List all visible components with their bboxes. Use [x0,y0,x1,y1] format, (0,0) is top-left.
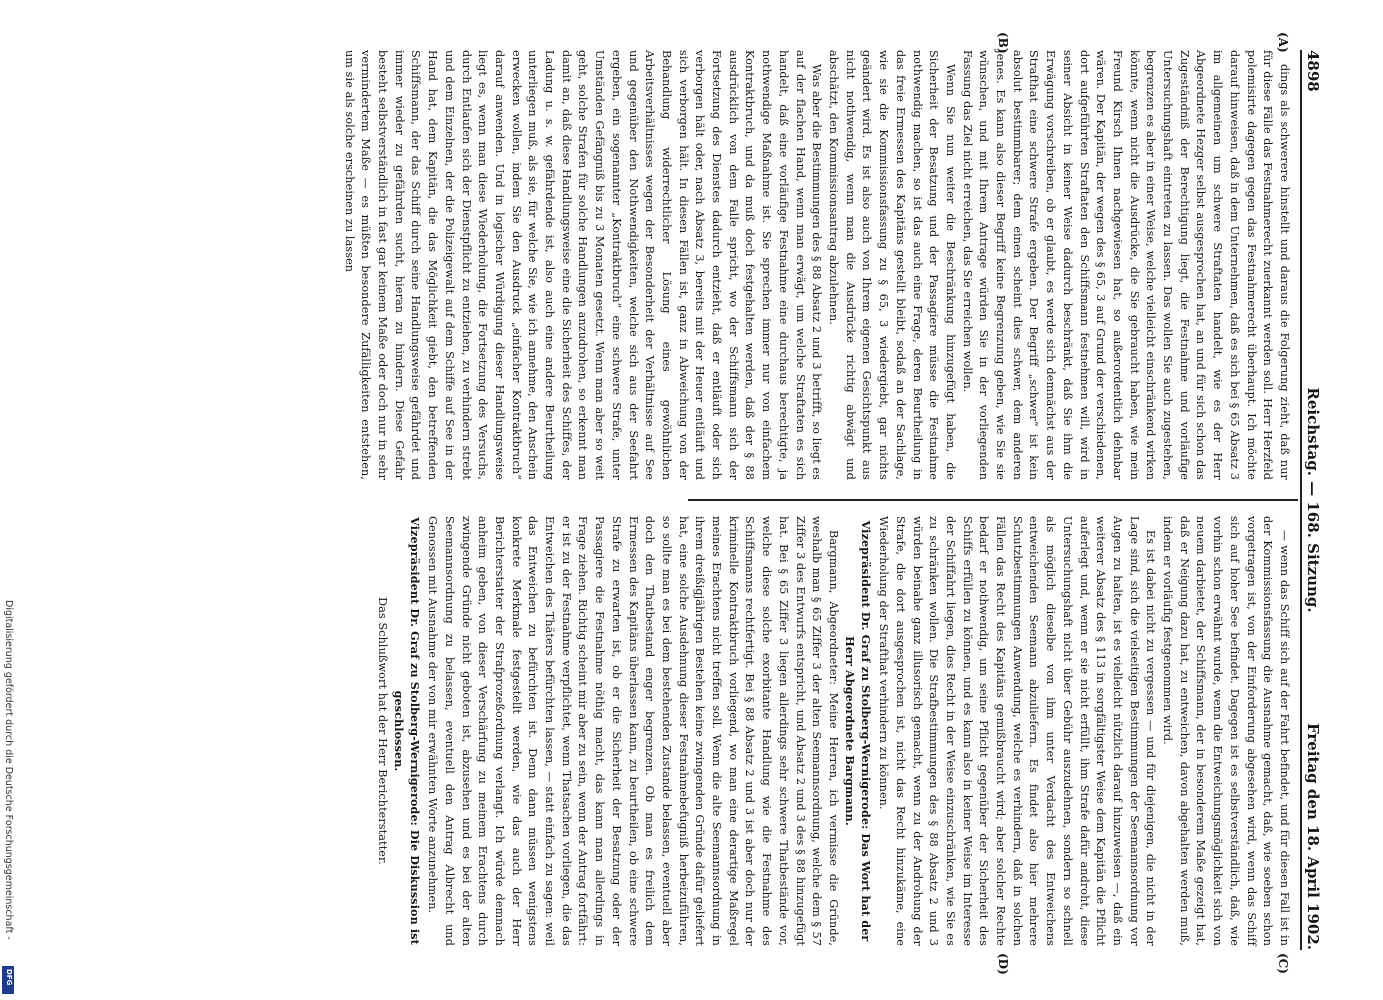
speaker-line: Vizepräsident Dr. Graf zu Stolberg-Wernigerode: Die Diskussion ist geschlossen. [391,517,423,945]
paragraph: Was aber die Bestimmungen des § 88 Absatz 2 und 3 betrifft, so liegt es auf der flachen Hand, wenn man erwägt, um welche Straftaten es sich handelt, daß eine vorläufige Festnahme eine durchaus berechtigte, ja nothwendige Maßnahme ist. Sie sprechen immer nur von einfachem Kontraktbruch, und da muß doch festgehalten werden, daß der § 88 ausdrücklich von dem Falle spricht, wo der Schiffsmann sich der Fortsetzung des Dienstes dadurch entzieht, daß er entläuft oder sich verborgen hält oder, nach Absatz 3, bereits mit der Heuer entläuft und sich verborgen hält. In diesen Fällen ist, ganz in Abweichung von der Behandlung widerrechtlicher Lösung eines gewöhnlichen Arbeitsverhältnisses wegen der Besonderheit der Verhältnisse auf See und gegenüber den Nothwendigkeiten, welche sich aus der Seefahrt ergeben, ein sogenannter „Kontraktbruch“ eine schwere Strafe, unter Umständen Gefängniß bis zu 3 Monaten gesetzt. Wenn man aber so weit geht, solche Strafen für solche Handlungen anzudrohen, so erkennt man damit an, daß diese Handlungsweise eine die Sicherheit des Schiffes, der Ladung u. s. w. gefährdende ist, also auch eine andere Beurtheilung unterliegen muß, als sie, für welche Sie, wie ich annehme, den Anschein erwecken wollen, indem Sie den Ausdruck „einfacher Kontraktbruch“ darauf anwenden. Und in logischer Würdigung dieser Handlungsweise liegt es, wenn man diese Wiederholung, die Fortsetzung des Versuchs, durch Entlaufen sich der Dienstpflicht zu entziehen, zu verhindern strebt und dem Einzelnen, der die Polizeigewalt auf dem Schiffe auf See in der Hand hat, dem Kapitän, die das Möglichkeit giebt, den betreffenden Schiffsmann, der das Schiff durch seine Handlungsweise gefährdet und immer wieder zu gefährden sucht, hieran zu hindern. Diese Gefahr besteht selbstverständlich in fast gar keinem Maße oder doch nur in sehr vermindertem Maße — es müßten besondere Zufälligkeiten entstehen, um sie als solche erscheinen zu lassen [342,50,824,480]
paragraph: Wenn Sie nun weiter die Beschränkung hinzugefügt haben, die Sicherheit der Besatzung und der Passagiere müsse die Festnahme nothwendig machen, so ist das auch eine Frage, deren Beurtheilung in das freie Ermessen des Kapitäns gestellt bleibt, sodaß an der Sachlage, wie sie die Kommissionsfassung zu § 65, 3 wiedergiebt, gar nichts geändert wird. Es ist also auch von Ihrem eigenen Gesichtspunkt aus nicht nothwendig, wenn man die Ausdrücke richtig abwägt und abschätzt, den Kommissionsantrag abzulehnen. [827,50,957,480]
header-rule [1300,50,1302,950]
margin-marker-c: (C) [1276,953,1290,974]
page-header [1298,50,1326,950]
margin-marker-d: (D) [996,953,1010,975]
rotated-page-frame [50,32,1330,975]
digitization-note-text: Digitalisierung gefördert durch die Deutsche Forschungsgemeinschaft - [3,600,14,940]
paragraph: dings als schwerere hinstellt und daraus die Folgerung zieht, daß nur für diese Fälle das Festnahmerecht zuerkannt werden soll. Herr Herzfeld polemisirte dagegen gegen das Festnahmerecht überhaupt. Ich möchte darauf hinweisen, daß in dem Unternehmen, daß es sich bei § 65 Absatz 3 im allgemeinen um schwere Straftaten handelt, wie es der Herr Abgeordnete Hezger selbst ausgesprochen hat, an und für sich schon das Zugeständniß der Berechtigung liegt, die Festnahme und vorläufige Untersuchungshaft eintreten zu lassen. Das wollen Sie auch zugestehen, begrenzen es aber in einer Weise, welche vielleicht einschränkend wirken könnte, wenn nicht die Ausdrücke, die Sie gebraucht haben, wie mein Freund Kirsch Ihnen nachgewiesen hat, so außerordentlich dehnbar wären. Der Kapitän, der wegen des § 65, 3 auf Grund der verschiedenen, dort aufgeführten Straftaten den Schiffsmann festnehmen will, wird in seiner Absicht in keiner Weise dadurch beschränkt, daß Sie ihm die Erwägung vorschreiben, ob er glaubt, es werde sich demnächst aus der Strafthat eine schwere Strafe ergeben. Der Begriff „schwer“ ist kein absolut bestimmbarer; dem einen scheint dies schwer, dem anderen jenes. Es kann also dieser Begriff keine Begrenzung geben, wie Sie sie wünschen, und mit Ihrem Antrage würden Sie in der vorliegenden Fassung das Ziel nicht erreichen, das Sie erreichen wollen. [960,50,1291,480]
paragraph: — wenn das Schiff sich auf der Fahrt befindet, und für diesen Fall ist in der Kommissionsfassung die Ausnahme gemacht, daß, wie soeben schon vorgetragen ist, von der Einforderung abgesehen wird, wenn das Schiff sich auf hoher See befindet. Dagegen ist es selbstverständlich, daß, wie vorhin schon erwähnt wurde, wenn die Entweichungsmöglichkeit sich von neuem darbietet, der Schiffsmann, der in besonderem Maße gezeigt hat, daß er Neigung dazu hat, zu entweichen, davon abgehalten werden muß, indem er vorläufig festgenommen wird. [1161,516,1291,946]
session-date: Freitag den 18. April 1902. [1304,723,1322,950]
dfg-logo-text: DFG [5,969,13,986]
paragraph: Bargmann, Abgeordneter: Meine Herren, ich vermisse die Gründe, weshalb man § 65 Ziffer 3 der alten Seemannsordnung, welche dem § 57 Ziffer 3 des Entwurfs entspricht, und Absatz 2 und 3 des § 88 hinzugefügt hat. Bei § 65 Ziffer 3 liegen allerdings sehr schwere Thatbestände vor, welche diese solche exorbitante Handlung wie die Festnahme des Schiffsmanns rechtfertigt. Bei § 88 Absatz 2 und 3 ist aber doch nur der kriminelle Kontraktbruch vorliegend, wo man eine derartige Maßregel meines Erachtens nicht treffen soll. Wenn die alte Seemannsordnung in ihrem dreißigjährigen Bestehen keine zwingenden Gründe dafür geliefert hat, eine solche Ausdehnung dieser Festnahmebefugniß herbeizuführen, so sollte man es bei dem bestehenden Zustande belassen, eventuell aber doch den Thatbestand enger begrenzen. Ob man es freilich dem Ermessen des Kapitäns überlassen kann, zu beurtheilen, ob eine schwere Strafe zu erwarten ist, ob er die Sicherheit der Besatzung oder der Passagiere die Festnahme nöthig macht, das kann man allerdings in Frage ziehen. Richtig scheint mir aber zu sein, wenn der Antrag fortfährt: er ist zu der Festnahme verpflichtet, wenn Thatsachen vorliegen, die das Entweichen des Thäters befürchten lassen, — statt einfach zu sagen: weil das Entweichen zu befürchten ist. Denn dann müssen wenigstens konkrete Merkmale festgestellt werden, wie das auch der Herr Berichterstatter der Strafprozeßordnung verlangt. Ich würde demnach anheim geben, von dieser Verschärfung zu meinem Erachtens durch zwingende Gründe nicht geboten ist, abzusehen und es bei der alten Seemannsordnung zu belassen, eventuell den Antrag Albrecht und Genossen mit Ausnahme der von mir erwähnten Worte anzunehmen. [426,516,841,946]
digitization-note [2,600,14,990]
page-content [50,32,1330,975]
page-number: 4898 [1304,50,1322,92]
margin-marker-b: (B) [996,32,1010,54]
speaker-line: Vizepräsident Dr. Graf zu Stolberg-Wernigerode: Das Wort hat der Herr Abgeordnete Bargmann. [842,520,874,942]
right-column [376,516,1292,946]
margin-marker-a: (A) [1276,32,1290,53]
paragraph: Es ist dabei nicht zu vergessen — und für diejenigen, die nicht in der Lage sind, sich die vielseitigen Bestimmungen der Seemannsordnung vor Augen zu halten, ist es vielleicht nützlich darauf hinzuweisen —, daß ein weiterer Absatz des § 113 in sorgfältigster Weise dem Kapitän die Pflicht auferlegt und, wenn er sie nicht erfüllt, ihm Strafe dafür androht, diese Untersuchungshaft nicht über Gebühr auszudehnen, sondern so schnell als möglich dieselbe von ihm unter Verdacht des Entweichens entweichenden Seemann abzuliefern. Es findet also hier mehrere Schutzbestimmungen Anwendung, welche es verhindern, daß in solchen Fällen das Recht des Kapitäns gemißbraucht wird; aber solcher Rechte bedarf er nothwendig, um seine Pflicht gegenüber der Sicherheit des Schiffs erfüllen zu können, und es kann also in keiner Weise im Interesse der Schiffahrt liegen, dies Recht in der Weise einzuschränken, wie Sie es zu schränken wollen. Die Strafbestimmungen des § 88 Absatz 2 und 3 würden beinahe ganz illusorisch gemacht, wenn zu der Androhung der Strafe, die dort ausgesprochen ist, nicht das Recht hinzukäme, eine Wiederholung der Strafthat verhindern zu können. [877,516,1158,946]
column-divider [688,499,1298,501]
paragraph: Das Schlußwort hat der Herr Berichterstatter. [376,597,390,865]
dfg-logo [2,966,14,994]
left-column [342,50,1292,480]
running-title: Reichstag. — 168. Sitzung. [1304,387,1322,613]
